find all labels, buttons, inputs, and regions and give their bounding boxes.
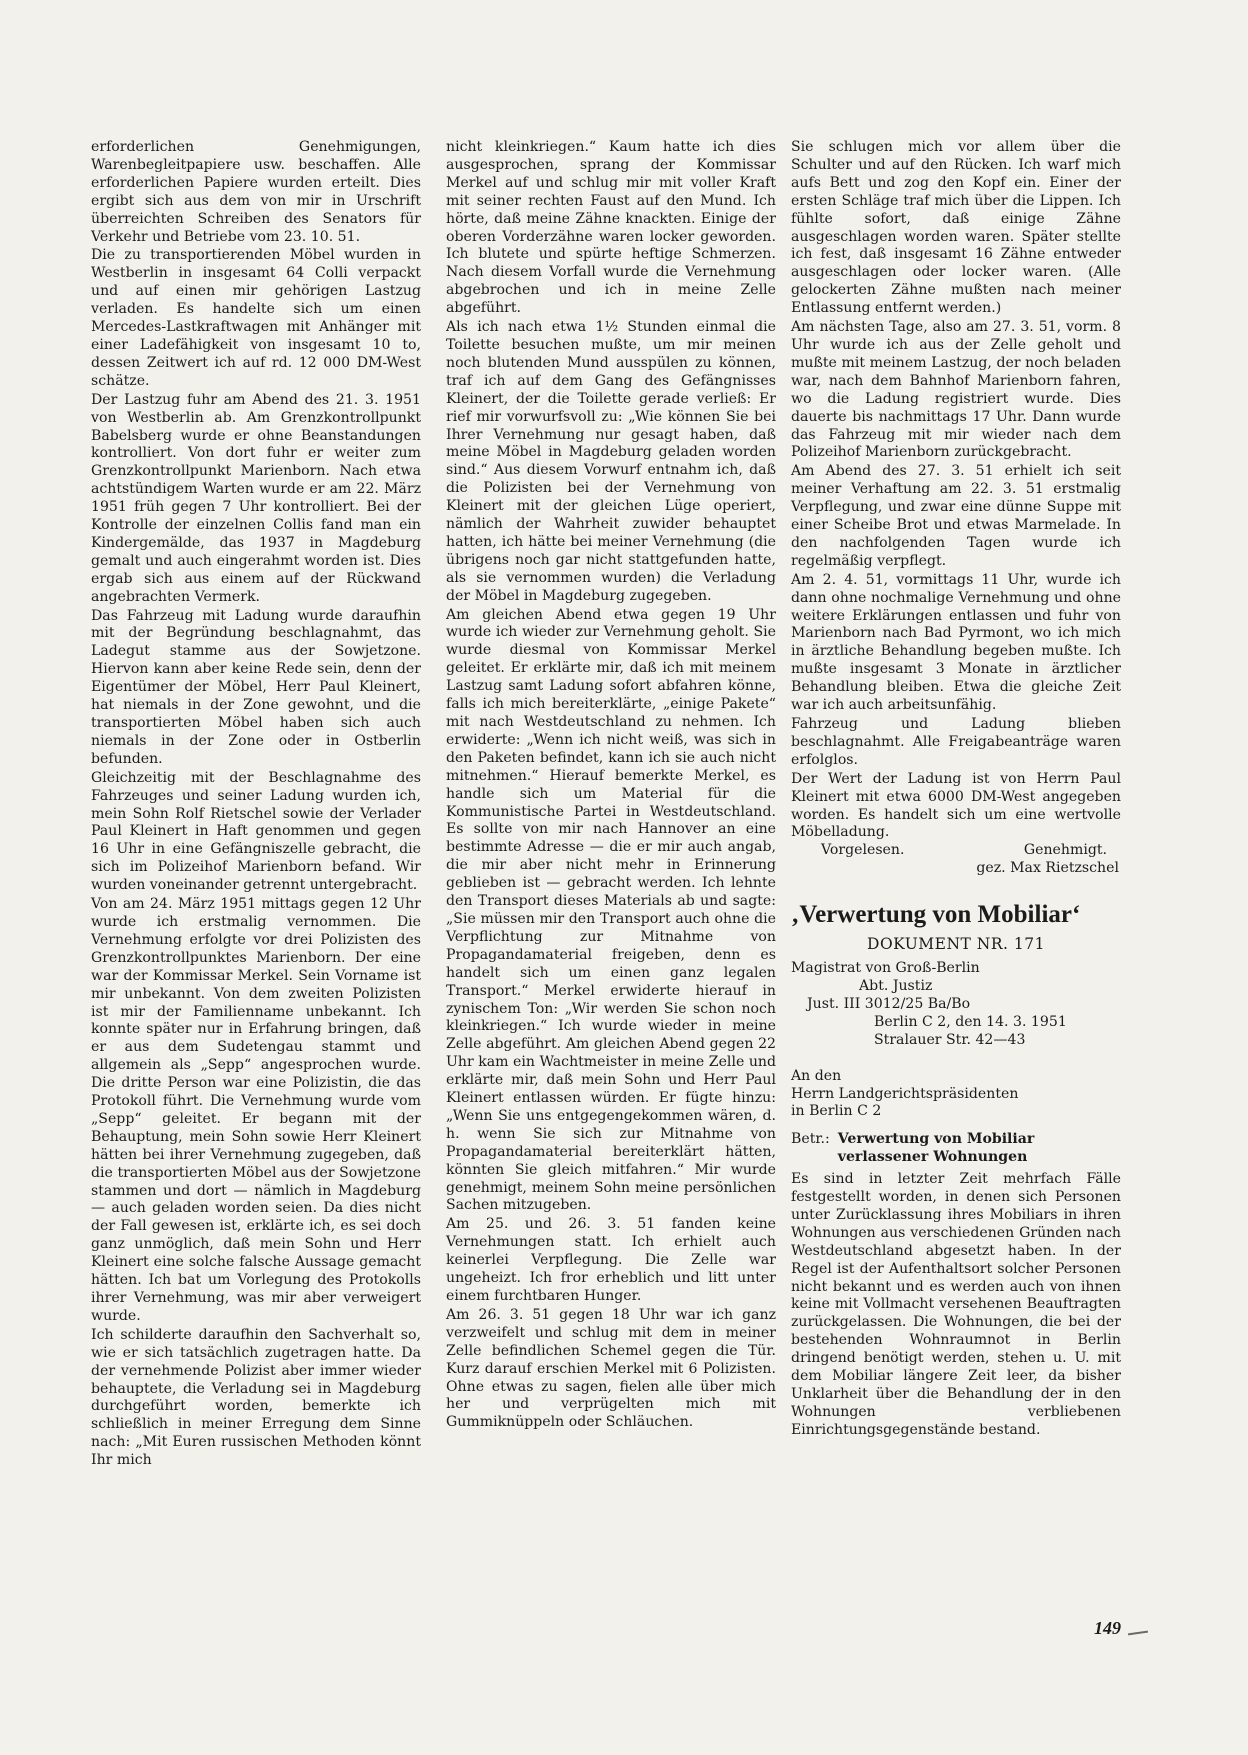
reference-number: Just. III 3012/25 Ba/Bo xyxy=(807,995,971,1012)
read-note: Vorgelesen. xyxy=(821,842,905,859)
paragraph: Am gleichen Abend etwa gegen 19 Uhr wurde ich wieder zur Vernehmung geholt. Sie wurde diesmal von Kommissar Merkel geleitet. Er erklärte mir, daß ich mit meinem Lastzug samt Ladung sofort abfahren könne, falls ich mich bereiterklärte, „einige Pakete“ mit nach Westdeutschland zu nehmen. Ich erwiderte: „Wenn ich nicht weiß, was sich in den Paketen befindet, kann ich sie auch nicht mitnehmen.“ Hierauf bemerkte Merkel, es handle sich um Material für die Kommunistische Partei in Westdeutschland. Es sollte von mir nach Hannover an eine bestimmte Adresse — die er mir auch angab, die mir aber nicht mehr in Erinnerung geblieben ist — gebracht werden. Ich lehnte den Transport dieses Materials ab und sagte: „Sie müssen mir den Transport auch ohne die Verpflichtung zur Mitnahme von Propagandamaterial freigeben, denn es handelt sich um einen ganz legalen Transport.“ Merkel erwiderte hierauf in zynischem Ton: „Wir werden Sie schon noch kleinkriegen.“ Ich wurde wieder in meine Zelle abgeführt. Am gleichen Abend gegen 22 Uhr kam ein Wachtmeister in meine Zelle und erklärte mir, daß mein Sohn und Herr Paul Kleinert entlassen würden. Er fügte hinzu: „Wenn Sie uns entgegengekommen wären, d. h. wenn Sie sich zur Mitnahme von Propagandamaterial bereiterklärt hätten, könnten Sie gleich mitfahren.“ Mir wurde genehmigt, meinem Sohn meine persönlichen Sachen mitzugeben. xyxy=(446,606,776,1214)
paragraph: Am 2. 4. 51, vormittags 11 Uhr, wurde ich dann ohne nochmalige Vernehmung und ohne weitere Erklärungen entlassen und fuhr von Marienborn nach Bad Pyrmont, wo ich mich in ärztliche Behandlung begeben mußte. Ich mußte insgesamt 3 Monate in ärztlicher Behandlung bleiben. Etwa die gleiche Zeit war ich auch arbeitsunfähig. xyxy=(791,571,1121,714)
subject-line xyxy=(791,1131,1121,1167)
paragraph: Am Abend des 27. 3. 51 erhielt ich seit meiner Verhaftung am 22. 3. 51 erstmalig Verpflegung, und zwar eine dünne Suppe mit einer Scheibe Brot und etwas Marmelade. In den nachfolgenden Tagen wurde ich regelmäßig verpflegt. xyxy=(791,463,1121,569)
section-title: ‚Verwertung von Mobiliar‘ xyxy=(791,901,1081,929)
paragraph: Der Lastzug fuhr am Abend des 21. 3. 1951 von Westberlin ab. Am Grenzkontrollpunkt Babelsberg wurde er ohne Beanstandungen kontrolliert. Von dort fuhr er weiter zum Grenzkontrollpunkt Marienborn. Nach etwa achtstündigem Warten wurde er am 22. März 1951 früh gegen 7 Uhr kontrolliert. Bei der Kontrolle der einzelnen Collis fand man ein Kindergemälde, das 1937 in Magdeburg gemalt und auch eingerahmt worden ist. Dies ergab sich aus einem auf der Rückwand angebrachten Vermerk. xyxy=(91,391,421,605)
approved-note: Genehmigt. xyxy=(1023,842,1107,859)
street-address: Stralauer Str. 42—43 xyxy=(874,1031,1026,1048)
signature: gez. Max Rietzschel xyxy=(976,860,1119,877)
paragraph: Gleichzeitig mit der Beschlagnahme des Fahrzeuges und seiner Ladung wurden ich, mein Sohn Rolf Rietschel sowie der Verlader Paul Kleinert in Haft genommen und gegen 16 Uhr in eine Gefängniszelle gebracht, die sich im Polizeihof Marienborn befand. Wir wurden voneinander getrennt untergebracht. xyxy=(91,769,421,894)
paragraph: Die zu transportierenden Möbel wurden in Westberlin in insgesamt 64 Colli verpackt und auf einen mir gehörigen Lastzug verladen. Es handelte sich um einen Mercedes-Lastkraftwagen mit Anhänger mit einer Ladefähigkeit von insgesamt 10 to, dessen Zeitwert ich auf rd. 12 000 DM-West schätze. xyxy=(91,247,421,389)
paragraph: nicht kleinkriegen.“ Kaum hatte ich dies ausgesprochen, sprang der Kommissar Merkel auf und schlug mir mit voller Kraft mit seiner rechten Faust auf den Mund. Ich hörte, daß meine Zähne knackten. Einige der oberen Vorderzähne waren locker geworden. Ich blutete und spürte heftige Schmerzen. Nach diesem Vorfall wurde die Vernehmung abgebrochen und ich in meine Zelle abgeführt. xyxy=(446,139,776,317)
paragraph: Ich schilderte daraufhin den Sachverhalt so, wie er sich tatsächlich zugetragen hatte. Da der vernehmende Polizist aber immer wieder behauptete, die Verladung sei in Magdeburg durchgeführt worden, bemerkte ich schließlich in meiner Erregung dem Sinne nach: „Mit Euren russischen Methoden könnt Ihr mich xyxy=(91,1326,421,1469)
paragraph: Fahrzeug und Ladung blieben beschlagnahmt. Alle Freigabeanträge waren erfolglos. xyxy=(791,716,1121,768)
letter-header xyxy=(791,960,1121,1121)
page-number-stroke xyxy=(1128,1631,1148,1636)
paragraph: Am nächsten Tage, also am 27. 3. 51, vorm. 8 Uhr wurde ich aus der Zelle geholt und mußte mit meinem Lastzug, der noch beladen war, nach dem Bahnhof Marienborn fahren, wo die Ladung registriert wurde. Dies dauerte bis nachmittags 17 Uhr. Dann wurde das Fahrzeug mit mir wieder nach dem Polizeihof Marienborn zurückgebracht. xyxy=(791,319,1121,461)
paragraph: Als ich nach etwa 1½ Stunden einmal die Toilette besuchen mußte, um mir meinen noch blutenden Mund ausspülen zu können, traf ich auf dem Gang des Gefängnisses Kleinert, der die Toilette gerade verließ: Er rief mir vorwurfsvoll zu: „Wie können Sie bei Ihrer Vernehmung nur gesagt haben, daß meine Möbel in Magdeburg geladen worden sind.“ Aus diesem Vorwurf entnahm ich, daß die Polizisten bei der Vernehmung von Kleinert mit der gleichen Lüge operiert, nämlich der Wahrheit zuwider behauptet hatten, ich hätte bei meiner Vernehmung (die übrigens noch gar nicht stattgefunden hatte, als sie vernommen wurden) die Verladung der Möbel in Magdeburg zugegeben. xyxy=(446,319,776,604)
paragraph: Am 26. 3. 51 gegen 18 Uhr war ich ganz verzweifelt und schlug mit dem in meiner Zelle befindlichen Schemel gegen die Tür. Kurz darauf erschien Merkel mit 6 Polizisten. Ohne etwas zu sagen, fielen alle über mich her und verprügelten mich mit Gummiknüppeln oder Schläuchen. xyxy=(446,1306,776,1431)
subject-text: Verwertung von Mobiliar verlassener Wohnungen xyxy=(837,1131,1035,1166)
place-date: Berlin C 2, den 14. 3. 1951 xyxy=(874,1013,1067,1030)
recipient-line: An den xyxy=(791,1067,842,1084)
signature-row xyxy=(791,842,1121,860)
text-column-right xyxy=(791,139,1121,1440)
subject-label: Betr.: xyxy=(791,1131,830,1148)
recipient-title: Herrn Landgerichtspräsidenten xyxy=(791,1085,1019,1102)
text-column-left xyxy=(91,139,421,1470)
document-number: DOKUMENT NR. 171 xyxy=(867,935,1045,954)
page-number: 149 xyxy=(1094,1618,1121,1638)
sender-line: Magistrat von Groß-Berlin xyxy=(791,960,980,977)
paragraph: Am 25. und 26. 3. 51 fanden keine Vernehmungen statt. Ich erhielt auch keinerlei Verpflegung. Die Zelle war ungeheizt. Ich fror erheblich und litt unter einem furchtbaren Hunger. xyxy=(446,1216,776,1304)
letter-body: Es sind in letzter Zeit mehrfach Fälle festgestellt worden, in denen sich Personen unter Zurücklassung ihres Mobiliars in ihren Wohnungen aus verschiedenen Gründen nach Westdeutschland abgesetzt haben. In der Regel ist der Aufenthaltsort solcher Personen nicht bekannt und es werden auch von ihnen keine mit Vollmacht versehenen Beauftragten zurückgelassen. Die Wohnungen, die bei der bestehenden Wohnraumnot in Berlin dringend benötigt werden, stehen u. U. mit dem Mobiliar längere Zeit leer, da bisher Unklarheit über die Behandlung der in den Wohnungen verbliebenen Einrichtungsgegenstände bestand. xyxy=(791,1171,1121,1438)
paragraph: Der Wert der Ladung ist von Herrn Paul Kleinert mit etwa 6000 DM-West angegeben worden. Es handelt sich um eine wertvolle Möbelladung. xyxy=(791,770,1121,841)
sender-department: Abt. Justiz xyxy=(859,977,933,994)
paragraph: Das Fahrzeug mit Ladung wurde daraufhin mit der Begründung beschlagnahmt, das Ladegut stamme aus der Sowjetzone. Hiervon kann aber keine Rede sein, denn der Eigentümer der Möbel, Herr Paul Kleinert, hat niemals in der Zone gewohnt, und die transportierten Möbel haben sich auch niemals in der Zone oder in Ostberlin befunden. xyxy=(91,607,421,767)
recipient-city: in Berlin C 2 xyxy=(791,1103,882,1120)
text-column-middle xyxy=(446,139,776,1432)
paragraph: Sie schlugen mich vor allem über die Schulter und auf den Rücken. Ich warf mich aufs Bett und zog den Kopf ein. Einer der ersten Schläge traf mich über die Lippen. Ich fühlte sofort, daß einige Zähne ausgeschlagen worden waren. Später stellte ich fest, daß insgesamt 16 Zähne entweder ausgeschlagen oder locker waren. (Alle gelockerten Zähne mußten nach meiner Entlassung entfernt werden.) xyxy=(791,139,1121,317)
paragraph: Von am 24. März 1951 mittags gegen 12 Uhr wurde ich erstmalig vernommen. Die Vernehmung erfolgte vor drei Polizisten des Grenzkontrollpunktes Marienborn. Der eine war der Kommissar Merkel. Sein Vorname ist mir unbekannt. Von dem zweiten Polizisten ist mir der Familienname unbekannt. Ich konnte später nur in Erfahrung bringen, daß er aus dem Sudetengau stammt und allgemein als „Sepp“ angesprochen wurde. Die dritte Person war eine Polizistin, die das Protokoll führt. Die Vernehmung wurde vom „Sepp“ geleitet. Er begann mit der Behauptung, mein Sohn sowie Herr Kleinert hätten bei ihrer Vernehmung zugegeben, daß die transportierten Möbel aus der Sowjetzone stammen und dort — nämlich in Magdeburg — auch geladen worden seien. Da dies nicht der Fall gewesen ist, erklärte ich, es sei doch ganz unmöglich, daß mein Sohn und Herr Kleinert eine solche falsche Aussage gemacht hätten. Ich bat um Vorlegung des Protokolls ihrer Vernehmung, was mir aber verweigert wurde. xyxy=(91,896,421,1324)
paragraph: erforderlichen Genehmigungen, Warenbegleitpapiere usw. beschaffen. Alle erforderlichen Papiere wurden erteilt. Dies ergibt sich aus dem von mir in Urschrift überreichten Schreiben des Senators für Verkehr und Betriebe vom 23. 10. 51. xyxy=(91,139,421,245)
